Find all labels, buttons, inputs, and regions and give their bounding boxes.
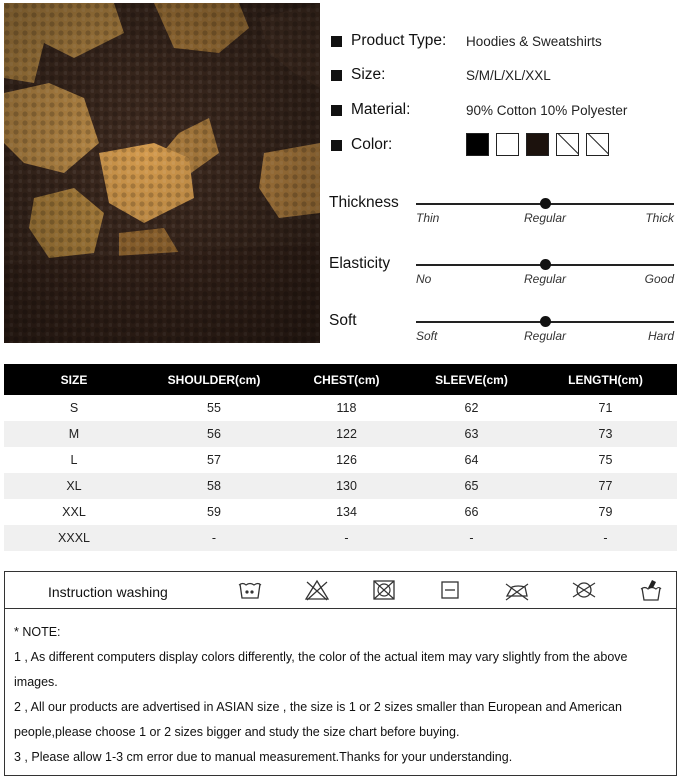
table-cell: 59 — [207, 505, 221, 519]
product-fabric-photo — [4, 3, 320, 343]
table-cell: S — [69, 401, 79, 415]
table-cell: 63 — [409, 421, 534, 447]
do-not-tumble-dry-icon — [371, 578, 397, 602]
table-cell: 66 — [464, 505, 479, 519]
spec-product-type — [331, 31, 602, 51]
table-cell: 134 — [336, 505, 357, 519]
do-not-dry-clean-icon — [571, 578, 597, 602]
scale-soft — [329, 312, 674, 362]
size-table-header — [4, 364, 677, 395]
table-cell: XXXL — [4, 525, 144, 551]
scale-mid-label: Regular — [523, 211, 567, 225]
color-swatch-unavailable-1[interactable] — [556, 133, 579, 156]
note-line: images. — [14, 675, 58, 689]
table-row — [4, 525, 677, 551]
scale-max-label: Hard — [647, 329, 674, 343]
note-line: 1 , As different computers display colors differently, the color of the actual item may vary slightly from the above — [14, 650, 628, 664]
table-row — [4, 421, 677, 447]
table-cell: 130 — [284, 473, 409, 499]
scale-indicator-dot — [540, 316, 551, 327]
sherpa-fabric-image — [4, 3, 320, 343]
scale-mid-label: Regular — [523, 329, 567, 343]
size-value: S/M/L/XL/XXL — [466, 67, 551, 83]
table-cell: - — [144, 525, 284, 551]
scale-title: Soft — [329, 312, 357, 329]
washing-instructions-box — [4, 571, 677, 776]
note-line: 2 , All our products are advertised in ASIAN size , the size is 1 or 2 sizes smaller than European and American — [14, 700, 622, 714]
color-swatch-white[interactable] — [496, 133, 519, 156]
notes-heading: * NOTE: — [14, 625, 61, 639]
size-chart-table — [4, 364, 677, 551]
table-cell: - — [284, 525, 409, 551]
table-cell: 65 — [409, 473, 534, 499]
scale-title: Thickness — [329, 194, 399, 211]
column-header: SIZE — [4, 364, 144, 395]
product-type-label: Product Type: — [351, 32, 447, 49]
table-cell: 62 — [464, 401, 479, 415]
material-label: Material: — [351, 101, 411, 118]
scale-min-label: Thin — [416, 211, 440, 225]
table-cell: 118 — [336, 401, 357, 415]
product-type-value: Hoodies & Sweatshirts — [466, 33, 602, 49]
table-row — [4, 499, 677, 525]
notes-section — [14, 620, 672, 770]
table-cell: - — [534, 525, 677, 551]
table-cell: 75 — [598, 453, 613, 467]
table-cell: 79 — [598, 505, 613, 519]
table-cell: XL — [4, 473, 144, 499]
washing-title: Instruction washing — [48, 584, 168, 600]
scale-max-label: Thick — [645, 211, 674, 225]
scale-min-label: Soft — [416, 329, 438, 343]
table-cell: M — [4, 421, 144, 447]
table-cell: 56 — [144, 421, 284, 447]
hand-wash-30-icon — [237, 578, 263, 602]
column-header: SHOULDER(cm) — [144, 364, 284, 395]
bullet-square-icon — [331, 105, 342, 116]
table-cell: 77 — [534, 473, 677, 499]
table-cell: 58 — [144, 473, 284, 499]
bullet-square-icon — [331, 36, 342, 47]
note-line: people,please choose 1 or 2 sizes bigger and study the size chart before buying. — [14, 725, 460, 739]
scale-indicator-dot — [540, 259, 551, 270]
color-swatch-dark-brown[interactable] — [526, 133, 549, 156]
bullet-square-icon — [331, 140, 342, 151]
spec-material — [331, 100, 628, 120]
scale-thickness — [329, 194, 674, 244]
table-cell: 55 — [207, 401, 221, 415]
color-swatch-black[interactable] — [466, 133, 489, 156]
table-cell: 73 — [534, 421, 677, 447]
material-value: 90% Cotton 10% Polyester — [466, 102, 628, 118]
scale-max-label: Good — [644, 272, 674, 286]
scale-elasticity — [329, 255, 674, 305]
do-not-iron-icon — [504, 578, 530, 602]
scale-indicator-dot — [540, 198, 551, 209]
table-cell: 126 — [336, 453, 357, 467]
do-not-bleach-icon — [304, 578, 330, 602]
scale-min-label: No — [416, 272, 432, 286]
color-swatches — [466, 133, 609, 156]
dry-flat-icon — [437, 578, 463, 602]
table-row — [4, 473, 677, 499]
hand-wash-icon — [638, 578, 664, 602]
washing-header — [5, 572, 676, 609]
spec-color — [331, 135, 393, 155]
table-cell: 64 — [464, 453, 479, 467]
table-row — [4, 447, 677, 473]
table-cell: L — [70, 453, 78, 467]
column-header: LENGTH(cm) — [534, 364, 677, 395]
scale-title: Elasticity — [329, 255, 391, 272]
spec-size — [331, 65, 551, 85]
color-swatch-unavailable-2[interactable] — [586, 133, 609, 156]
table-cell: 57 — [207, 453, 221, 467]
table-cell: - — [409, 525, 534, 551]
column-header: CHEST(cm) — [284, 364, 409, 395]
size-label: Size: — [351, 66, 386, 83]
scale-mid-label: Regular — [523, 272, 567, 286]
note-line: 3 , Please allow 1-3 cm error due to manual measurement.Thanks for your understanding. — [14, 750, 513, 764]
bullet-square-icon — [331, 70, 342, 81]
table-cell: XXL — [62, 505, 86, 519]
table-row — [4, 395, 677, 421]
column-header: SLEEVE(cm) — [409, 364, 534, 395]
color-label: Color: — [351, 136, 393, 153]
table-cell: 122 — [284, 421, 409, 447]
table-cell: 71 — [598, 401, 613, 415]
